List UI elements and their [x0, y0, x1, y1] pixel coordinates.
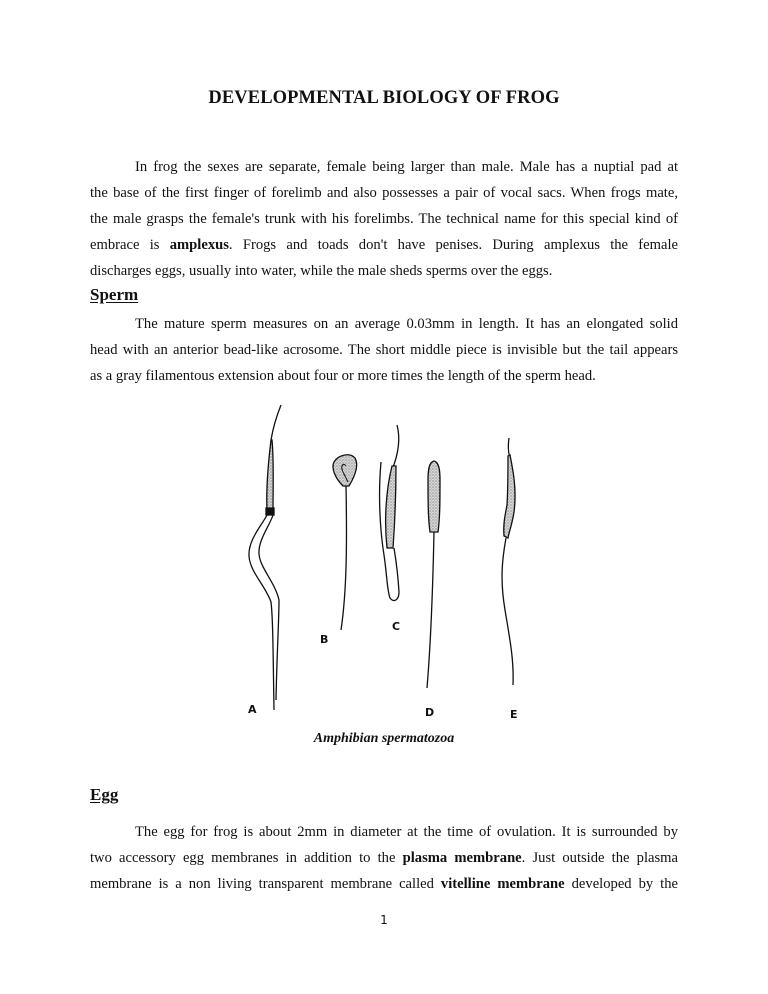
text-line: the base of the first finger of forelimb and also possesses a pair of vocal sacs. When frogs mate,	[90, 185, 678, 201]
text-line: discharges eggs, usually into water, while the male sheds sperms over the eggs.	[90, 263, 553, 279]
text-line: In frog the sexes are separate, female being larger than male. Male has a nuptial pad at	[135, 159, 678, 175]
text-span: developed by the	[564, 876, 678, 892]
bold-term-plasma-membrane: plasma membrane	[402, 850, 522, 866]
text-span: . Frogs and toads don't have penises. During amplexus the female	[228, 237, 679, 253]
figure-label-d: D	[425, 706, 435, 719]
spermatozoa-figure	[230, 400, 550, 725]
text-line: The mature sperm measures on an average 0.03mm in length. It has an elongated solid	[135, 316, 678, 332]
text-line: The egg for frog is about 2mm in diameter at the time of ovulation. It is surrounded by	[135, 824, 678, 840]
figure-caption: Amphibian spermatozoa	[313, 731, 455, 746]
text-line	[90, 871, 678, 897]
sperm-e-drawing	[502, 438, 515, 685]
text-line: head with an anterior bead-like acrosome. The short middle piece is invisible but the tail appears	[90, 342, 678, 358]
figure-label-b: B	[320, 633, 329, 646]
intro-paragraph	[90, 154, 678, 284]
section-heading-sperm: Sperm	[90, 285, 139, 304]
page-title: DEVELOPMENTAL BIOLOGY OF FROG	[208, 88, 560, 108]
text-span: membrane is a non living transparent membrane called	[90, 876, 441, 892]
text-line: as a gray filamentous extension about four or more times the length of the sperm head.	[90, 368, 596, 384]
text-line	[90, 232, 678, 258]
text-span: . Just outside the plasma	[521, 850, 679, 866]
text-span: embrace is	[90, 237, 170, 253]
bold-term-amplexus: amplexus	[169, 237, 229, 253]
figure-label-e: E	[510, 708, 518, 721]
text-line: the male grasps the female's trunk with his forelimbs. The technical name for this special kind of	[90, 211, 678, 227]
sperm-a-drawing	[249, 405, 281, 710]
text-span: two accessory egg membranes in addition to the	[90, 850, 403, 866]
section-heading-egg: Egg	[90, 785, 119, 804]
text-line	[90, 845, 678, 871]
sperm-c-drawing	[380, 425, 399, 600]
egg-paragraph	[90, 819, 678, 897]
figure-label-c: C	[392, 620, 401, 633]
sperm-paragraph	[90, 311, 678, 389]
sperm-d-drawing	[427, 461, 440, 688]
bold-term-vitelline-membrane: vitelline membrane	[440, 876, 565, 892]
sperm-b-drawing	[333, 455, 357, 630]
page-number: 1	[380, 913, 388, 927]
figure-label-a: A	[248, 703, 257, 716]
